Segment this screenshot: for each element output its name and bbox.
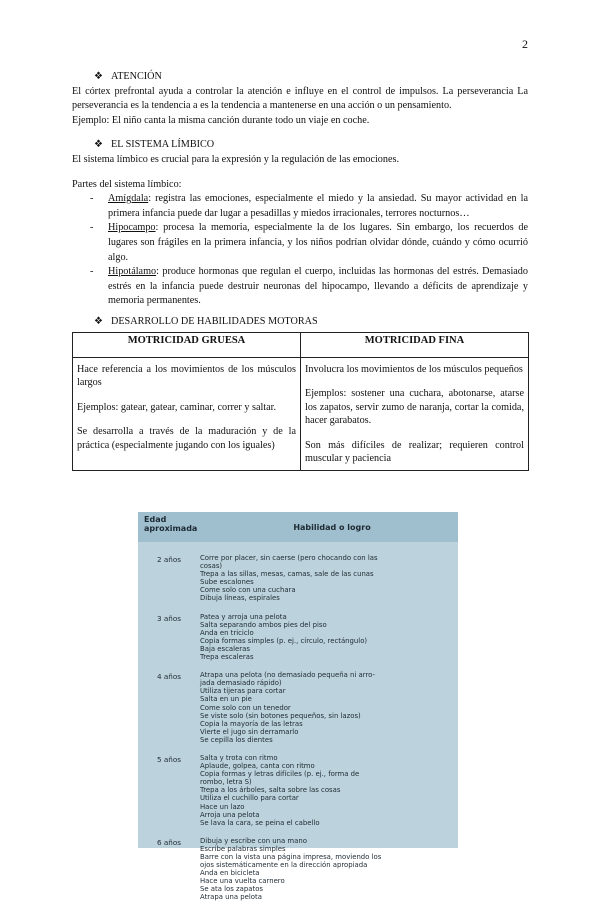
scan-col-age: Edad aproximada <box>144 515 198 533</box>
scan-skill-item: Vierte el jugo sin derramarlo <box>200 727 299 736</box>
term-hipocampo: Hipocampo <box>108 222 156 234</box>
scan-age-label: 6 años <box>157 837 181 847</box>
scan-skill-item: Anda en triciclo <box>200 628 254 637</box>
scan-age-label: 4 años <box>157 672 181 682</box>
list-item: - Hipocampo: procesa la memoria, especialmente la de los lugares. Sin embargo, los recuerdos de lugares son frágiles en la primera infancia, y los niños podrían olvidar dónde, cuándo y cómo ocurrió algo. <box>90 222 528 263</box>
scan-skill-item: Salta separando ambos pies del piso <box>200 620 327 629</box>
scan-table-header <box>138 512 458 542</box>
limbic-parts-list <box>72 192 528 309</box>
scan-table-row <box>138 609 458 662</box>
term-hipotalamo: Hipotálamo <box>108 266 157 278</box>
term-description: : produce hormonas que regulan el cuerpo, incluidas las hormonas del estrés. Demasiado estrés en la infancia puede destruir neuronas del hipocampo, llevando a déficits de aprendizaje y memoria permanentes. <box>108 266 528 307</box>
scan-skill-item: Copia formas y letras difíciles (p. ej., forma de <box>200 770 360 779</box>
scan-skill-item: rombo, letra S) <box>200 778 252 787</box>
paragraph: Ejemplo: El niño canta la misma canción durante todo un viaje en coche. <box>72 114 370 126</box>
scan-skill-item: Anda en bicicleta <box>200 869 260 878</box>
scan-skill-item: Trepa a las sillas, mesas, camas, sale de las cunas <box>200 570 374 579</box>
scan-skill-item: Utiliza tijeras para cortar <box>200 687 286 696</box>
section-title-limbico <box>94 138 528 153</box>
diamond-bullet-icon: ❖ <box>94 315 103 327</box>
list-item: - Amígdala: registra las emociones, especialmente el miedo y la ansiedad. Su mayor actividad en la primera infancia puede dar lugar a pesadillas y miedos irracionales, terrores nocturnos… <box>90 193 528 219</box>
cell-text: Involucra los movimientos de los músculos pequeños <box>305 363 523 375</box>
table-header: MOTRICIDAD GRUESA <box>73 332 301 357</box>
scan-skill-item: Se ata los zapatos <box>200 885 263 894</box>
scan-skill-item: Sube escalones <box>200 578 254 587</box>
scan-skill-item: Come solo con una cuchara <box>200 586 296 595</box>
section-title-text: DESARROLLO DE HABILIDADES MOTORAS <box>110 315 318 327</box>
scan-skill-item: Escribe palabras simples <box>200 844 286 853</box>
scan-skill-item: Salta en un pie <box>200 695 252 704</box>
scan-skill-item: Aplaude, golpea, canta con ritmo <box>200 762 315 771</box>
scan-skill-item: Salta y trota con ritmo <box>200 753 278 762</box>
scan-age-label: 3 años <box>157 613 181 623</box>
scan-skill-list <box>200 613 458 662</box>
scan-age-label: 5 años <box>157 754 181 764</box>
scan-skill-item: Arroja una pelota <box>200 810 260 819</box>
scan-skill-item: Come solo con un tenedor <box>200 703 291 712</box>
scan-skill-item: Se cepilla los dientes <box>200 735 273 744</box>
document-body <box>72 70 528 471</box>
table-cell-fina <box>301 357 529 470</box>
scan-skill-list <box>200 554 458 603</box>
scan-skill-item: Atrapa una pelota (no demasiado pequeña ni arro- <box>200 671 375 680</box>
scanned-skills-table <box>138 512 458 902</box>
scan-skill-item: Utiliza el cuchillo para cortar <box>200 794 299 803</box>
cell-text: Hace referencia a los movimientos de los músculos largos <box>77 363 296 388</box>
scan-skill-item: Hace una vuelta carnero <box>200 877 285 886</box>
scan-skill-item: Patea y arroja una pelota <box>200 612 287 621</box>
diamond-bullet-icon: ❖ <box>94 139 103 151</box>
scan-age-label: 2 años <box>157 555 181 564</box>
cell-text: Son más difíciles de realizar; requieren control muscular y paciencia <box>305 439 524 464</box>
scan-table-row <box>138 833 458 902</box>
section-title-atencion <box>94 70 528 85</box>
scan-skill-item: Trepa a los árboles, salta sobre las cosas <box>200 786 341 795</box>
cell-text: Ejemplos: gatear, gatear, caminar, correr y saltar. <box>77 401 277 413</box>
scan-skill-item: jada demasiado rápido) <box>200 679 282 688</box>
scan-table-row <box>138 550 458 603</box>
section-title-motoras <box>94 315 528 330</box>
scan-skill-item: Dibuja y escribe con una mano <box>200 836 307 845</box>
paragraph: El sistema límbico es crucial para la expresión y la regulación de las emociones. <box>72 153 400 165</box>
scan-table-row <box>138 750 458 827</box>
scan-skill-item: Corre por placer, sin caerse (pero chocando con las <box>200 554 378 562</box>
page-number: 2 <box>522 37 528 51</box>
scan-skill-item: ojos sistemáticamente en la dirección apropiada <box>200 861 368 870</box>
scan-skill-item: cosas) <box>200 562 223 571</box>
scan-skill-item: Atrapa una pelota <box>200 893 262 902</box>
scan-table-rows <box>138 550 458 902</box>
scan-skill-item: Se viste solo (sin botones pequeños, sin lazos) <box>200 711 361 720</box>
term-amigdala: Amígdala <box>108 193 149 205</box>
parts-label: Partes del sistema límbico: <box>72 178 182 190</box>
scan-skill-list <box>200 671 458 744</box>
scan-skill-list <box>200 837 458 902</box>
list-item: - Hipotálamo: produce hormonas que regulan el cuerpo, incluidas las hormonas del estrés. Demasiado estrés en la infancia puede destruir neuronas del hipocampo, llevando a déficits de aprendizaje y memoria permanentes. <box>90 266 528 307</box>
scan-table-row <box>138 667 458 744</box>
cell-text: Ejemplos: sostener una cuchara, abotonarse, atarse los zapatos, servir zumo de naranja, cortar la comida, hacer garabatos. <box>305 388 524 426</box>
scan-skill-item: Trepa escaleras <box>200 653 254 662</box>
scan-col-skill: Habilidad o logro <box>293 523 371 532</box>
scan-skill-item: Baja escaleras <box>200 644 250 653</box>
scan-skill-item: Se lava la cara, se peina el cabello <box>200 818 320 827</box>
section-title-text: ATENCIÓN <box>110 71 162 82</box>
section-title-text: EL SISTEMA LÍMBICO <box>110 139 215 151</box>
paragraph: El córtex prefrontal ayuda a controlar la atención e influye en el control de impulsos. La perseverancia La perseverancia es la tendencia a es la tendencia a mantenerse en una acción o un pensamiento. <box>72 85 528 112</box>
cell-text: Se desarrolla a través de la maduración y de la práctica (especialmente jugando con los iguales) <box>77 426 296 451</box>
motor-skills-table <box>72 332 529 471</box>
table-header: MOTRICIDAD FINA <box>301 332 529 357</box>
term-description: : procesa la memoria, especialmente la de los lugares. Sin embargo, los recuerdos de lugares son frágiles en la primera infancia, y los niños podrían olvidar dónde, cuándo y cómo ocurrió algo. <box>108 222 528 263</box>
scan-skill-item: Barre con la vista una página impresa, moviendo los <box>200 853 382 861</box>
scan-skill-item: Hace un lazo <box>200 802 245 811</box>
diamond-bullet-icon: ❖ <box>94 71 103 82</box>
scan-skill-item: Copia formas simples (p. ej., círculo, rectángulo) <box>200 636 368 645</box>
table-cell-gruesa <box>73 357 301 470</box>
scan-skill-item: Copia la mayoría de las letras <box>200 719 303 728</box>
scan-skill-list <box>200 754 458 827</box>
scan-skill-item: Dibuja líneas, espirales <box>200 594 280 603</box>
term-description: : registra las emociones, especialmente el miedo y la ansiedad. Su mayor actividad en la primera infancia puede dar lugar a pesadillas y miedos irracionales, terrores nocturnos… <box>108 193 528 219</box>
